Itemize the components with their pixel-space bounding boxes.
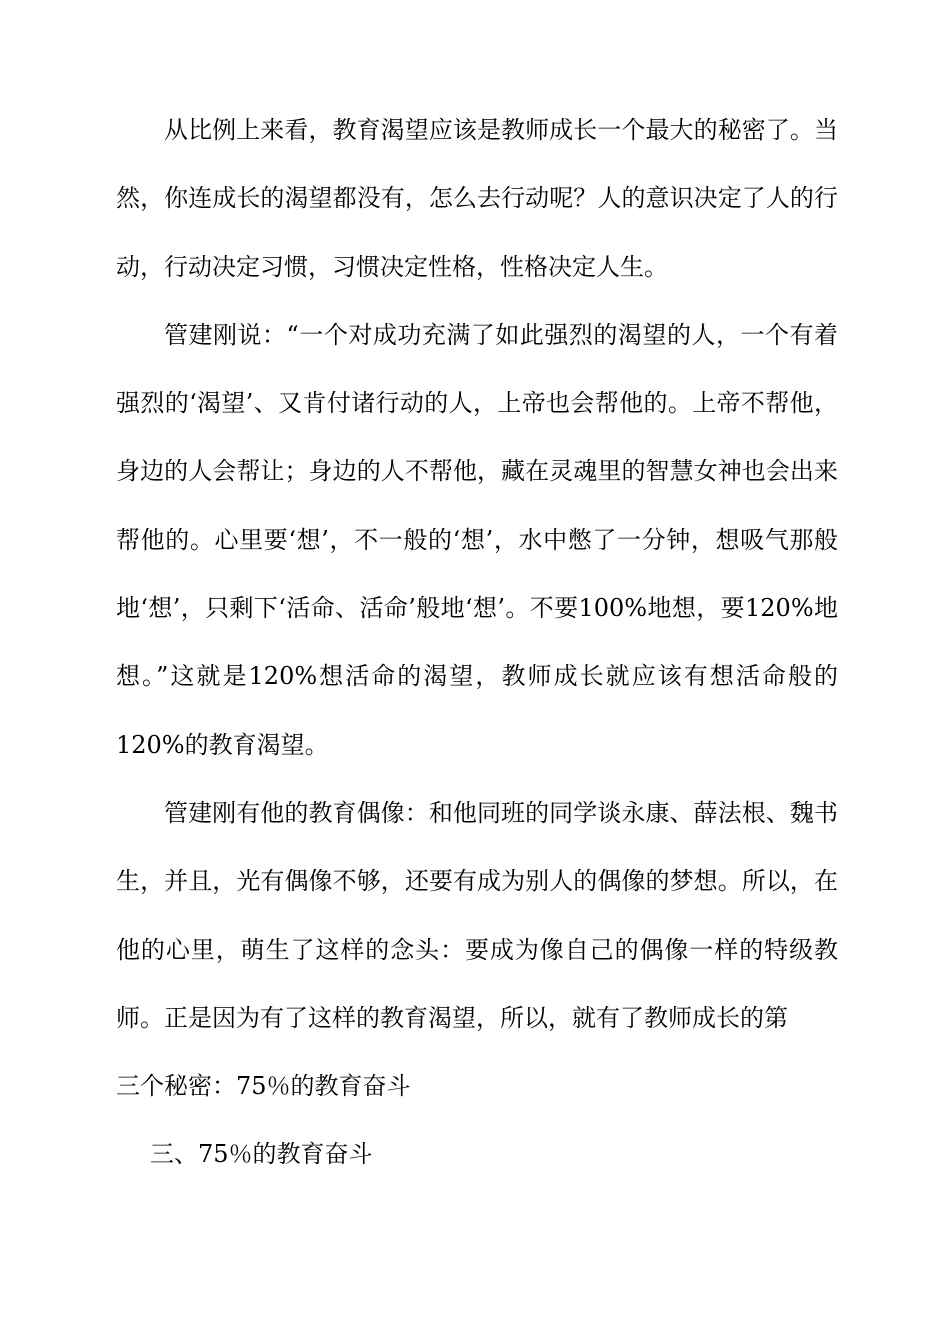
section-heading: 三、75％的教育奋斗 [150, 1140, 373, 1169]
paragraph-education-desire: 从比例上来看，教育渴望应该是教师成长一个最大的秘密了。当然，你连成长的渴望都没有，怎么去行动呢？人的意识决定了人的行动，行动决定习惯，习惯决定性格，性格决定人生。 [116, 116, 838, 281]
paragraph-third-secret: 三个秘密：75％的教育奋斗 [116, 1072, 411, 1101]
document-body [116, 96, 838, 1189]
paragraph-education-idols: 管建刚有他的教育偶像：和他同班的同学谈永康、薛法根、魏书生，并且，光有偶像不够，还要有成为别人的偶像的梦想。所以，在他的心里，萌生了这样的念头：要成为像自己的偶像一样的特级教师。正是因为有了这样的教育渴望，所以，就有了教师成长的第 [116, 798, 838, 1032]
paragraph-quote-guan-jiangang: 管建刚说：“一个对成功充满了如此强烈的渴望的人，一个有着强烈的‘渴望’、又肯付诸行动的人，上帝也会帮他的。上帝不帮他，身边的人会帮让；身边的人不帮他，藏在灵魂里的智慧女神也会出来帮他的。心里要‘想’，不一般的‘想’，水中憋了一分钟，想吸气那般地‘想’，只剩下‘活命、活命’般地‘想’。不要100%地想，要120%地想。”这就是120%想活命的渴望，教师成长就应该有想活命般的120%的教育渴望。 [116, 320, 838, 759]
